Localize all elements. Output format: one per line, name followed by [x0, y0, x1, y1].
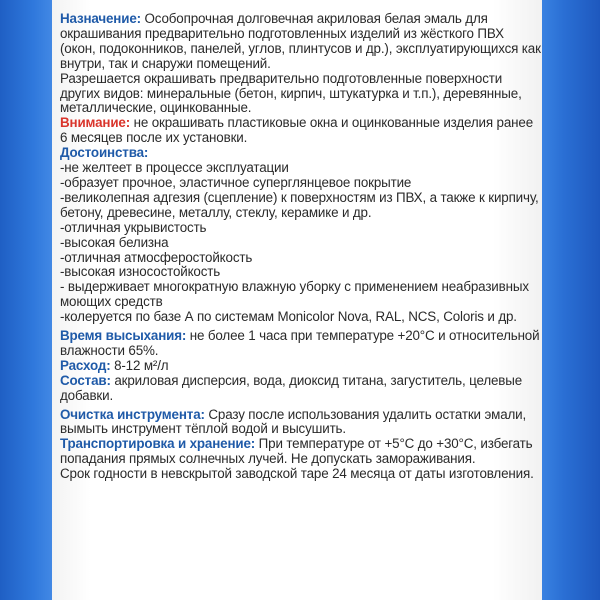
shelf-life-paragraph: Срок годности в невскрытой заводской таре 24 месяца от даты изготовления. [60, 466, 534, 482]
advantage-item: - выдерживает многократную влажную уборку с применением неабразивных моющих средств [60, 279, 529, 310]
composition-text: акриловая дисперсия, вода, диоксид титана, загуститель, целевые добавки. [60, 372, 523, 403]
advantage-item: -высокая белизна [60, 234, 169, 250]
advantage-item: -колеруется по базе А по системам Monicolor Nova, RAL, NCS, Coloris и др. [60, 309, 517, 325]
cleaning-heading: Очистка инструмента: [60, 406, 205, 422]
storage-text: При температуре от +5°С до +30°С, избегать попадания прямых солнечных лучей. Не допускать замораживания. [60, 436, 533, 467]
drying-heading: Время высыхания: [60, 328, 187, 344]
allowed-paragraph: Разрешается окрашивать предварительно подготовленные поверхности других видов: минеральные (бетон, кирпич, штукатурка и т.п.), деревянные, металлические, оцинкованные. [60, 70, 522, 116]
advantage-item: -великолепная адгезия (сцепление) к поверхностям из ПВХ, а также к кирпичу, бетону, древесине, металлу, стеклу, керамике и др. [60, 189, 539, 220]
composition-heading: Состав: [60, 372, 111, 388]
composition-paragraph [60, 374, 542, 404]
label-text [60, 12, 542, 482]
advantage-item: -образует прочное, эластичное суперглянцевое покрытие [60, 174, 412, 190]
consumption-text: 8-12 м²/л [114, 357, 169, 373]
storage-heading: Транспортировка и хранение: [60, 436, 256, 452]
advantage-item: -высокая износостойкость [60, 264, 221, 280]
warning-heading: Внимание: [60, 115, 131, 131]
advantages-list [60, 161, 542, 325]
advantages-heading: Достоинства: [60, 145, 149, 161]
warning-paragraph [60, 116, 542, 146]
purpose-text: Особопрочная долговечная акриловая белая эмаль для окрашивания предварительно подготовленных изделий из жёсткого ПВХ (окон, подоконников, панелей, углов, плинтусов и др.), эксплуатирующихся как внутри, так и снаружи помещений. [60, 11, 541, 71]
can-body-left [0, 0, 60, 600]
drying-text: не более 1 часа при температуре +20°С и относительной влажности 65%. [60, 328, 540, 358]
consumption-paragraph [60, 359, 542, 374]
advantage-item: -отличная укрывистость [60, 219, 207, 235]
cleaning-text: Сразу после использования удалить остатки эмали, вымыть инструмент тёплой водой и высушить. [60, 406, 527, 437]
consumption-heading: Расход: [60, 357, 111, 373]
purpose-paragraph [60, 12, 542, 72]
advantage-item: -не желтеет в процессе эксплуатации [60, 160, 289, 176]
can-body-right [534, 0, 600, 600]
cleaning-paragraph [60, 408, 542, 438]
purpose-heading: Назначение: [60, 11, 141, 26]
drying-paragraph [60, 329, 542, 359]
warning-text: не окрашивать пластиковые окна и оцинкованные изделия ранее 6 месяцев после их установки. [60, 115, 533, 146]
advantage-item: -отличная атмосферостойкость [60, 249, 253, 265]
storage-paragraph [60, 437, 542, 467]
